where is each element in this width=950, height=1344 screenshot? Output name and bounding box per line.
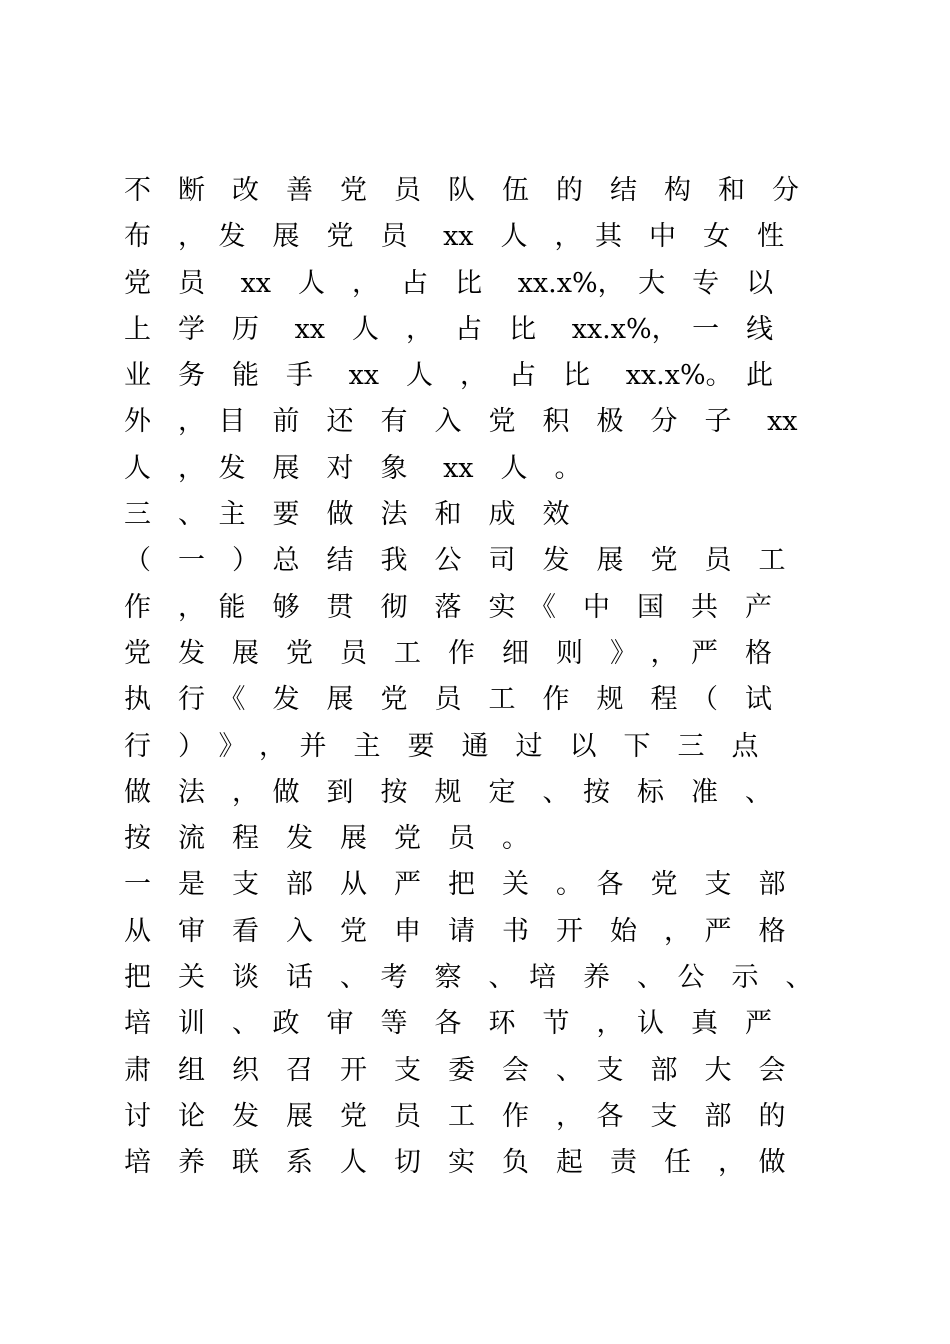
text-line: 上 学 历 xx 人 ， 占 比 xx.x%， 一 线 (124, 313, 774, 345)
text-line: 业 务 能 手 xx 人 ， 占 比 xx.x%。 此 (124, 360, 774, 392)
text-line: 外 ， 目 前 还 有 入 党 积 极 分 子 xx (124, 406, 798, 438)
text-line: 把 关 谈 话 、 考 察 、 培 养 、 公 示 、 (124, 962, 813, 994)
text-line: 不 断 改 善 党 员 队 伍 的 结 构 和 分 (124, 175, 799, 206)
text-line: 肃 组 织 召 开 支 委 会 、 支 部 大 会 (124, 1054, 786, 1086)
text-line: 培 训 、 政 审 等 各 环 节 ， 认 真 严 (124, 1008, 772, 1040)
text-line: 按 流 程 发 展 党 员 。 (124, 823, 529, 855)
text-line: 培 养 联 系 人 切 实 负 起 责 任 ， 做 (124, 1147, 786, 1179)
text-line: 一 是 支 部 从 严 把 关 。 各 党 支 部 (124, 869, 786, 901)
text-line: 执 行 《 发 展 党 员 工 作 规 程 （ 试 (124, 684, 772, 716)
text-line: 行 ） 》 ， 并 主 要 通 过 以 下 三 点 (124, 730, 759, 762)
text-line: 从 审 看 入 党 申 请 书 开 始 ， 严 格 (124, 915, 786, 947)
body-text (124, 168, 844, 1187)
text-line: 讨 论 发 展 党 员 工 作 ， 各 支 部 的 (124, 1100, 786, 1132)
text-line: 党 发 展 党 员 工 作 细 则 》 ， 严 格 (124, 637, 772, 669)
text-line: 作 ， 能 够 贯 彻 落 实 《 中 国 共 产 (124, 591, 772, 623)
text-line: （ 一 ） 总 结 我 公 司 发 展 党 员 工 (124, 545, 786, 577)
text-line: 党 员 xx 人 ， 占 比 xx.x%， 大 专 以 (124, 267, 774, 299)
text-line: 做 法 ， 做 到 按 规 定 、 按 标 准 、 (124, 776, 772, 808)
text-line: 人 ， 发 展 对 象 xx 人 。 (124, 452, 582, 484)
section-heading: 三 、 主 要 做 法 和 成 效 (124, 499, 570, 531)
text-line: 布 ， 发 展 党 员 xx 人 ， 其 中 女 性 (124, 221, 785, 253)
